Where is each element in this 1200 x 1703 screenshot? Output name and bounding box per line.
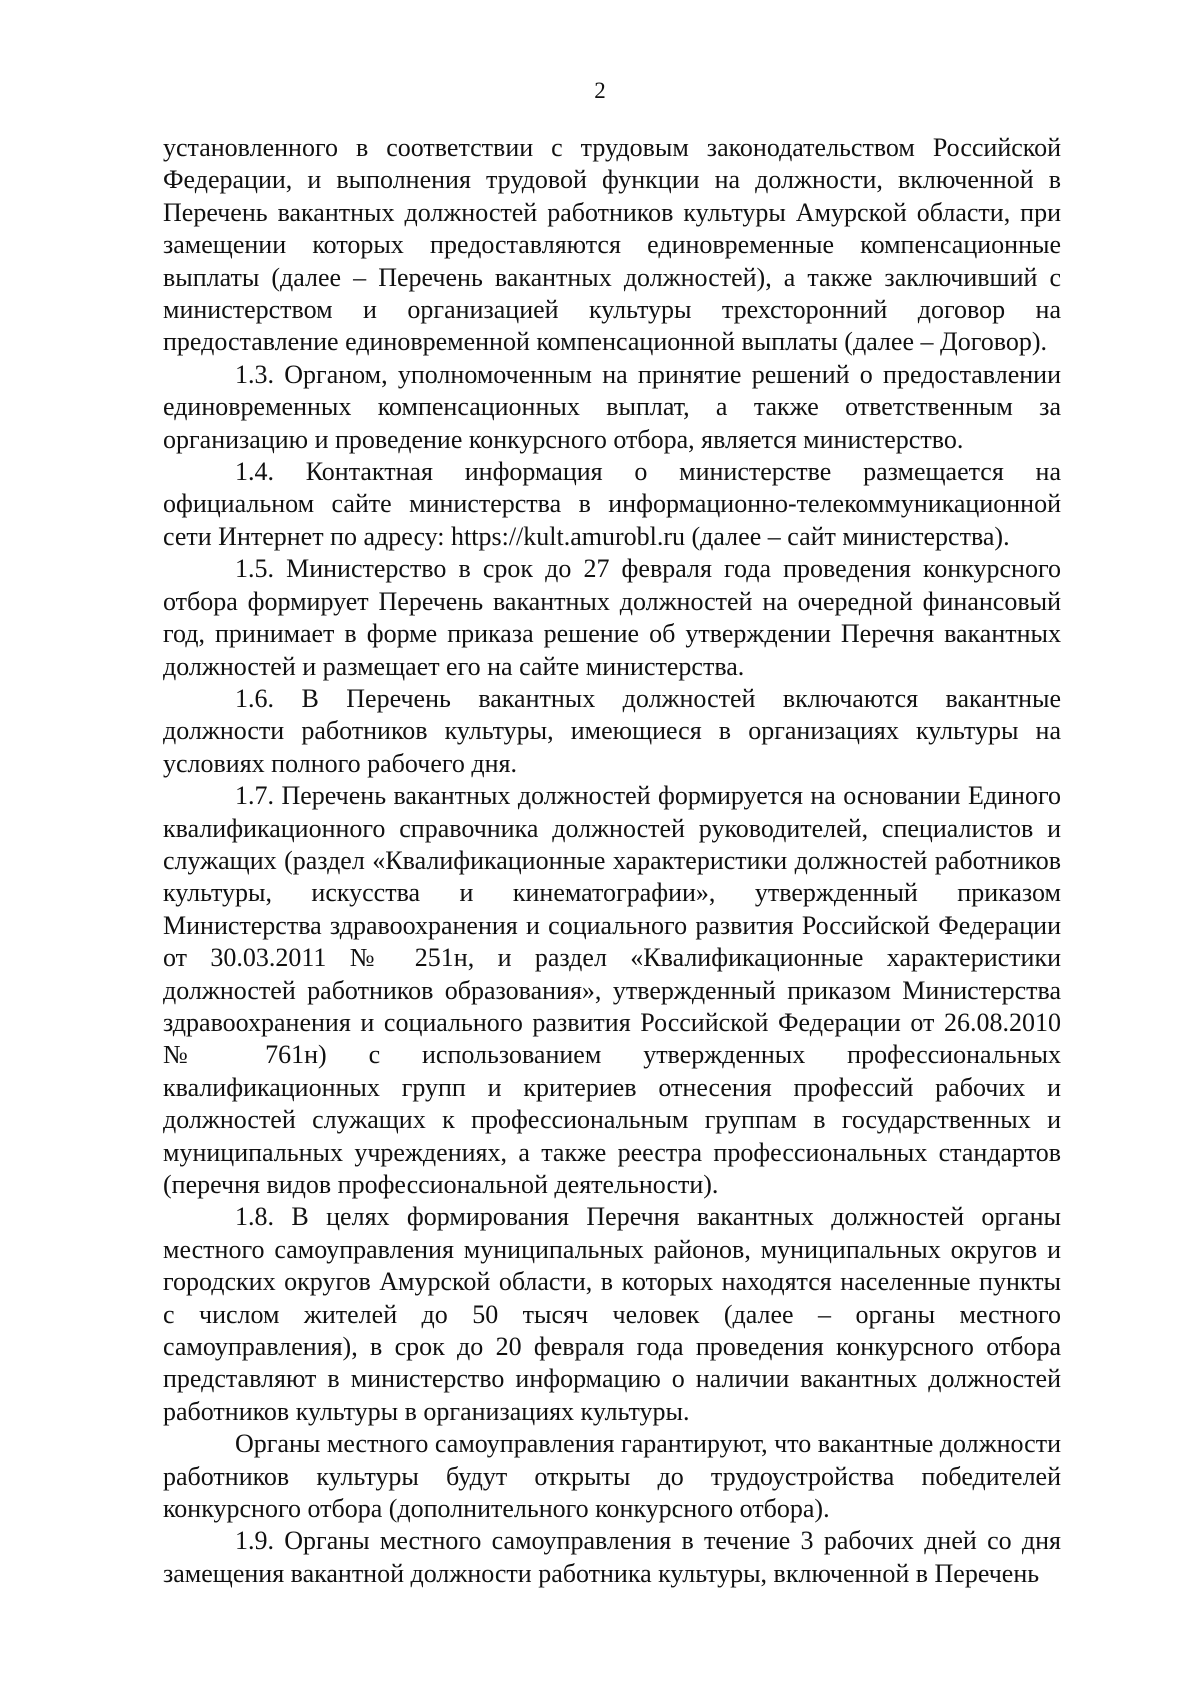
page-number: 2 — [594, 78, 606, 103]
paragraph-1-5: 1.5. Министерство в срок до 27 февраля года проведения конкурсного отбора формирует Перечень вакантных должностей на очередной финансовый год, принимает в форме приказа решение об утверждении Перечня вакантных должностей и размещает его на сайте министерства. — [163, 554, 1061, 681]
paragraph-1-9: 1.9. Органы местного самоуправления в течение 3 рабочих дней со дня замещения вакантной должности работника культуры, включенной в Перечень — [163, 1526, 1061, 1588]
paragraph-1-8: 1.8. В целях формирования Перечня вакантных должностей органы местного самоуправления муниципальных районов, муниципальных округов и городских округов Амурской области, в которых находятся населенные пункты с числом жителей до 50 тысяч человек (далее – органы местного самоуправления), в срок до 20 февраля года проведения конкурсного отбора представляют в министерство информацию о наличии вакантных должностей работников культуры в организациях культуры. — [163, 1202, 1061, 1426]
paragraph-continuation: установленного в соответствии с трудовым законодательством Российской Федерации, и выполнения трудовой функции на должности, включенной в Перечень вакантных должностей работников культуры Амурской области, при замещении которых предоставляются единовременные компенсационные выплаты (далее – Перечень вакантных должностей), а также заключивший с министерством и организацией культуры трехсторонний договор на предоставление единовременной компенсационной выплаты (далее – Договор). — [163, 133, 1061, 357]
paragraph-1-4: 1.4. Контактная информация о министерстве размещается на официальном сайте министерства в информационно-телекоммуникационной сети Интернет по адресу: https://kult.amurobl.ru (далее – сайт министерства). — [163, 457, 1061, 551]
paragraph-1-8-guarantee: Органы местного самоуправления гарантируют, что вакантные должности работников культуры будут открыты до трудоустройства победителей конкурсного отбора (дополнительного конкурсного отбора). — [163, 1429, 1061, 1524]
paragraph-1-3: 1.3. Органом, уполномоченным на принятие решений о предоставлении единовременных компенсационных выплат, а также ответственным за организацию и проведение конкурсного отбора, является министерство. — [163, 359, 1061, 454]
paragraph-1-6: 1.6. В Перечень вакантных должностей включаются вакантные должности работников культуры, имеющиеся в организациях культуры на условиях полного рабочего дня. — [163, 683, 1061, 778]
document-body — [163, 132, 1061, 1590]
paragraph-1-7: 1.7. Перечень вакантных должностей формируется на основании Единого квалификационного справочника должностей руководителей, специалистов и служащих (раздел «Квалификационные характеристики должностей работников культуры, искусства и кинематографии», утвержденный приказом Министерства здравоохранения и социального развития Российской Федерации от 30.03.2011 № 251н, и раздел «Квалификационные характеристики должностей работников образования», утвержденный приказом Министерства здравоохранения и социального развития Российской Федерации от 26.08.2010 № 761н) с использованием утвержденных профессиональных квалификационных групп и критериев отнесения профессий рабочих и должностей служащих к профессиональным группам в государственных и муниципальных учреждениях, а также реестра профессиональных стандартов (перечня видов профессиональной деятельности). — [163, 781, 1061, 1199]
